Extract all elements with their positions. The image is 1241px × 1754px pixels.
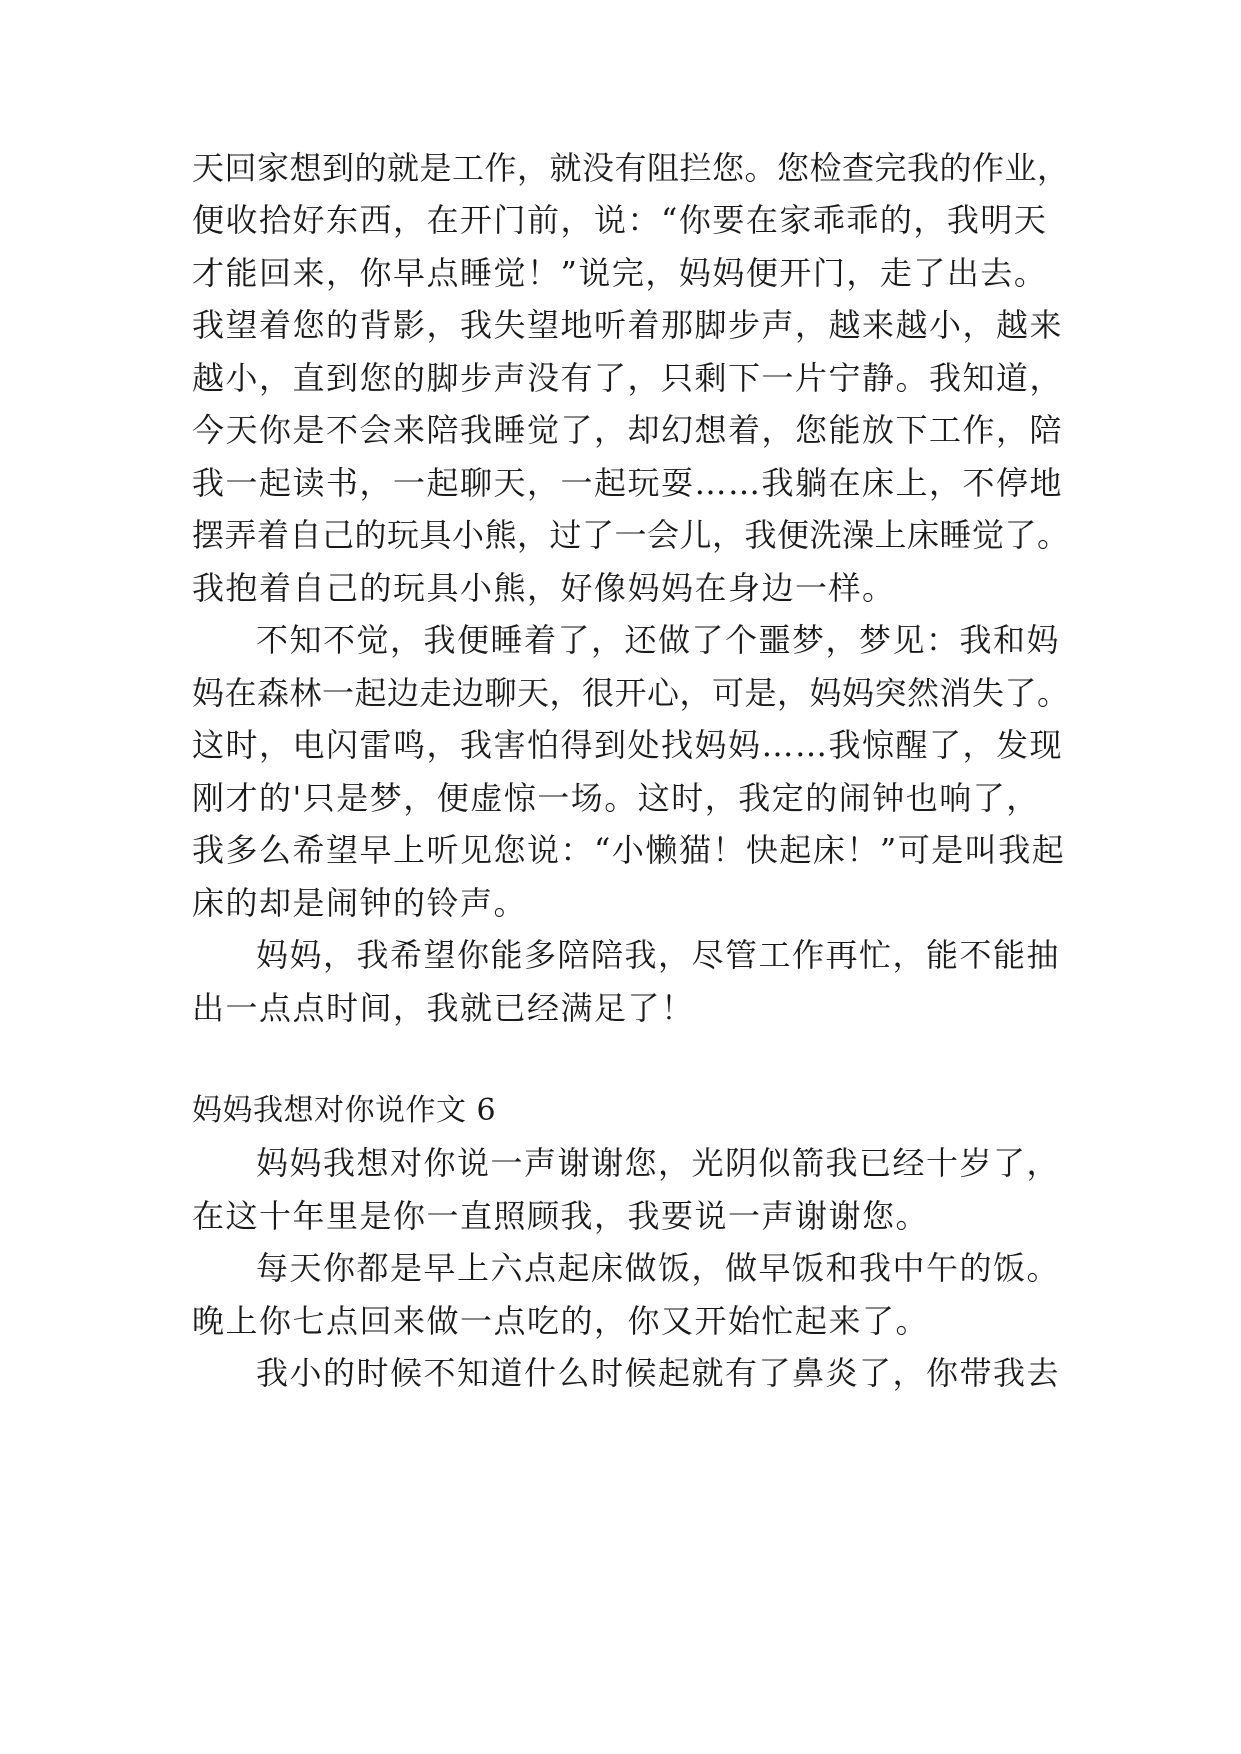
paragraph-line: 妈妈我想对你说一声谢谢您，光阴似箭我已经十岁了， bbox=[256, 1144, 1061, 1182]
section-title: 妈妈我想对你说作文 6 bbox=[192, 1093, 497, 1128]
paragraph-line: 我抱着自己的玩具小熊，好像妈妈在身边一样。 bbox=[192, 569, 896, 607]
paragraph-line: 不知不觉，我便睡着了，还做了个噩梦，梦见：我和妈 bbox=[256, 621, 1061, 659]
paragraph-line: 妈妈，我希望你能多陪陪我，尽管工作再忙，能不能抽 bbox=[256, 936, 1061, 974]
paragraph-line: 今天你是不会来陪我睡觉了，却幻想着，您能放下工作，陪 bbox=[192, 411, 1064, 449]
paragraph-line: 天回家想到的就是工作，就没有阻拦您。您检查完我的作业， bbox=[192, 149, 1070, 187]
paragraph-line: 在这十年里是你一直照顾我，我要说一声谢谢您。 bbox=[192, 1197, 930, 1235]
paragraph-line: 才能回来，你早点睡觉！”说完，妈妈便开门，走了出去。 bbox=[192, 254, 1048, 292]
paragraph-line: 我小的时候不知道什么时候起就有了鼻炎了，你带我去 bbox=[256, 1354, 1061, 1392]
paragraph-line: 这时，电闪雷鸣，我害怕得到处找妈妈……我惊醒了，发现 bbox=[192, 726, 1064, 764]
paragraph-line: 越小，直到您的脚步声没有了，只剩下一片宁静。我知道， bbox=[192, 359, 1064, 397]
paragraph-line: 出一点点时间，我就已经满足了！ bbox=[192, 989, 695, 1027]
paragraph-line: 我望着您的背影，我失望地听着那脚步声，越来越小，越来 bbox=[192, 306, 1064, 344]
paragraph-line: 每天你都是早上六点起床做饭，做早饭和我中午的饭。 bbox=[256, 1249, 1061, 1287]
paragraph-line: 摆弄着自己的玩具小熊，过了一会儿，我便洗澡上床睡觉了。 bbox=[192, 516, 1070, 554]
paragraph-line: 我一起读书，一起聊天，一起玩耍……我躺在床上，不停地 bbox=[192, 464, 1064, 502]
paragraph-line: 妈在森林一起边走边聊天，很开心，可是，妈妈突然消失了。 bbox=[192, 674, 1070, 712]
paragraph-line: 我多么希望早上听见您说：“小懒猫！快起床！”可是叫我起 bbox=[192, 831, 1066, 869]
paragraph-line: 晚上你七点回来做一点吃的，你又开始忙起来了。 bbox=[192, 1302, 930, 1340]
paragraph-line: 床的却是闹钟的铃声。 bbox=[192, 884, 528, 922]
paragraph-line: 刚才的'只是梦，便虚惊一场。这时，我定的闹钟也响了， bbox=[192, 779, 1040, 817]
paragraph-line: 便收拾好东西，在开门前，说：“你要在家乖乖的，我明天 bbox=[192, 201, 1048, 239]
